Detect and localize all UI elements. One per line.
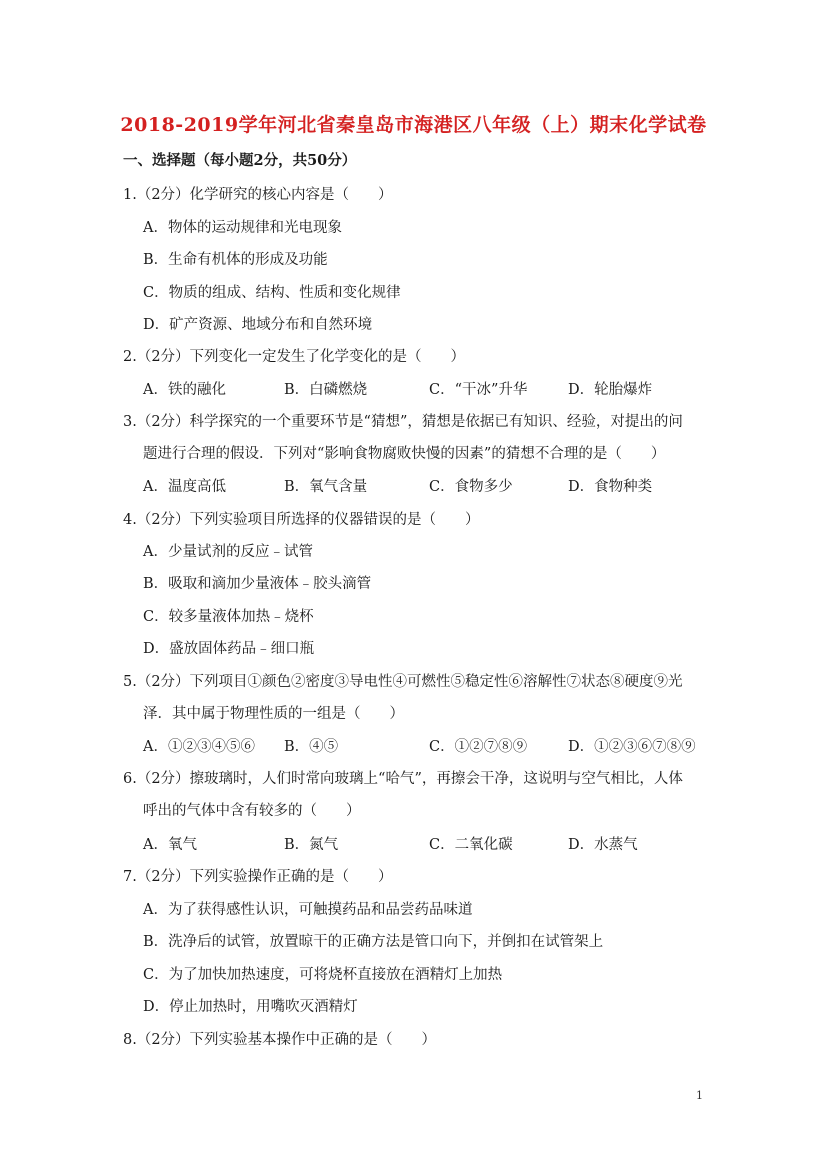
question-8: 8.（2分）下列实验基本操作中正确的是（ ）	[123, 1032, 437, 1048]
q1-option-d: D．矿产资源、地域分布和自然环境	[143, 317, 373, 333]
question-6-cont: 呼出的气体中含有较多的（ ）	[143, 803, 361, 819]
question-1: 1.（2分）化学研究的核心内容是（ ）	[123, 187, 393, 203]
q6-option-d: D．水蒸气	[568, 837, 638, 853]
q1-option-a: A．物体的运动规律和光电现象	[143, 220, 342, 236]
q3-option-c: C．食物多少	[429, 479, 513, 495]
page-number: 1	[696, 1089, 703, 1102]
q6-option-c: C．二氧化碳	[429, 837, 513, 853]
q6-option-a: A．氧气	[143, 837, 197, 853]
q5-option-d: D．①②③⑥⑦⑧⑨	[568, 739, 696, 755]
q4-option-c: C．较多量液体加热﹣烧杯	[143, 609, 314, 625]
q2-option-b: B．白磷燃烧	[284, 382, 368, 398]
q5-option-b: B．④⑤	[284, 739, 339, 755]
section-heading: 一、选择题（每小题2分，共50分）	[123, 152, 357, 169]
q5-option-a: A．①②③④⑤⑥	[143, 739, 255, 755]
q1-option-b: B．生命有机体的形成及功能	[143, 252, 328, 268]
q7-option-b: B．洗净后的试管，放置晾干的正确方法是管口向下，并倒扣在试管架上	[143, 934, 604, 950]
q2-option-d: D．轮胎爆炸	[568, 382, 653, 398]
q2-option-c: C．“干冰”升华	[429, 382, 528, 398]
q4-option-b: B．吸取和滴加少量液体﹣胶头滴管	[143, 576, 372, 592]
q7-option-d: D．停止加热时，用嘴吹灭酒精灯	[143, 999, 358, 1015]
question-3: 3.（2分）科学探究的一个重要环节是“猜想”，猜想是依据已有知识、经验，对提出的问	[123, 414, 683, 430]
q3-option-d: D．食物种类	[568, 479, 653, 495]
q7-option-c: C．为了加快加热速度，可将烧杯直接放在酒精灯上加热	[143, 967, 503, 983]
q5-option-c: C．①②⑦⑧⑨	[429, 739, 528, 755]
q2-option-a: A．铁的融化	[143, 382, 226, 398]
question-3-cont: 题进行合理的假设．下列对“影响食物腐败快慢的因素”的猜想不合理的是（ ）	[143, 446, 666, 462]
question-7: 7.（2分）下列实验操作正确的是（ ）	[123, 869, 393, 885]
question-2: 2.（2分）下列变化一定发生了化学变化的是（ ）	[123, 349, 466, 365]
q3-option-a: A．温度高低	[143, 479, 226, 495]
q3-option-b: B．氧气含量	[284, 479, 368, 495]
question-5: 5.（2分）下列项目①颜色②密度③导电性④可燃性⑤稳定性⑥溶解性⑦状态⑧硬度⑨光	[123, 674, 683, 690]
question-4: 4.（2分）下列实验项目所选择的仪器错误的是（ ）	[123, 512, 480, 528]
q6-option-b: B．氮气	[284, 837, 339, 853]
page-title: 2018-2019学年河北省秦皇岛市海港区八年级（上）期末化学试卷	[120, 114, 707, 136]
question-5-cont: 泽．其中属于物理性质的一组是（ ）	[143, 706, 404, 722]
q1-option-c: C．物质的组成、结构、性质和变化规律	[143, 285, 401, 301]
question-6: 6.（2分）擦玻璃时，人们时常向玻璃上“哈气”，再擦会干净，这说明与空气相比，人体	[123, 771, 683, 787]
q7-option-a: A．为了获得感性认识，可触摸药品和品尝药品味道	[143, 902, 473, 918]
q4-option-d: D．盛放固体药品﹣细口瓶	[143, 641, 315, 657]
q4-option-a: A．少量试剂的反应﹣试管	[143, 544, 313, 560]
